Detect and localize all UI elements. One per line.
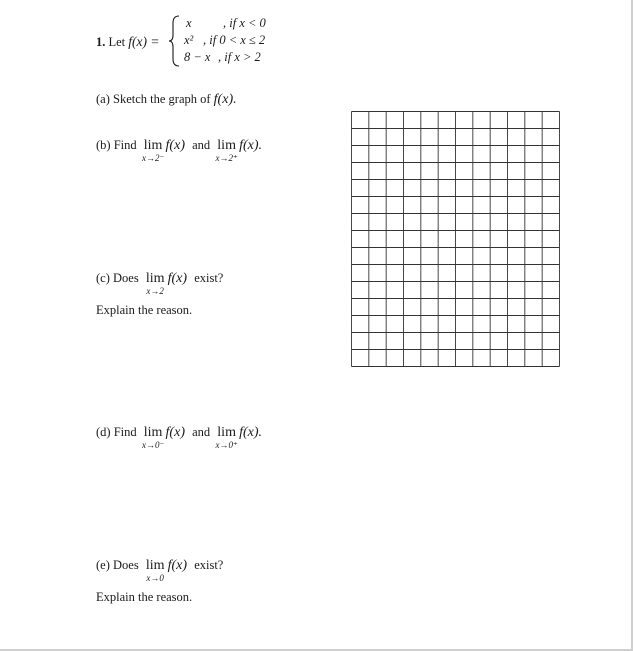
graph-paper-grid[interactable] bbox=[351, 111, 560, 367]
part-c-limit bbox=[145, 271, 165, 296]
part-d-limit-2 bbox=[215, 425, 238, 450]
part-c-tail: exist? bbox=[194, 271, 224, 285]
part-c bbox=[96, 271, 224, 296]
part-b-limit-2 bbox=[215, 138, 238, 163]
part-d-label: (d) Find bbox=[96, 425, 137, 439]
part-b-lim2-sub: x→2⁺ bbox=[215, 153, 238, 163]
piecewise-brace bbox=[168, 15, 180, 67]
case-cond-3: , if x > 2 bbox=[218, 50, 261, 64]
part-b bbox=[96, 138, 263, 163]
part-b-lim1-expr: f(x) bbox=[165, 138, 185, 153]
part-d-lim1-expr: f(x) bbox=[165, 425, 185, 440]
lim-word: lim bbox=[143, 138, 163, 153]
part-b-lim1-sub: x→2⁻ bbox=[141, 153, 165, 163]
part-d-lim2-sub: x→0⁺ bbox=[215, 440, 238, 450]
case-expr-1: x bbox=[186, 16, 192, 30]
case-row-3 bbox=[184, 50, 210, 65]
part-d bbox=[96, 425, 263, 450]
part-c-lim-sub: x→2 bbox=[146, 286, 164, 296]
case-cond-1: , if x < 0 bbox=[223, 16, 266, 30]
part-a bbox=[96, 92, 237, 108]
part-d-lim2-expr: f(x). bbox=[239, 425, 263, 440]
part-b-lim2-expr: f(x). bbox=[239, 138, 263, 153]
part-b-label: (b) Find bbox=[96, 138, 137, 152]
part-c-lim-expr: f(x) bbox=[167, 271, 188, 286]
part-e-limit bbox=[145, 558, 165, 583]
problem-number: 1. bbox=[96, 35, 106, 49]
part-c-label: (c) Does bbox=[96, 271, 139, 285]
lim-word: lim bbox=[217, 138, 236, 153]
part-c-explain: Explain the reason. bbox=[96, 303, 193, 317]
case-cond-2: , if 0 < x ≤ 2 bbox=[203, 33, 266, 47]
case-row-1 bbox=[186, 16, 192, 31]
part-e-label: (e) Does bbox=[96, 558, 139, 572]
case-expr-2: x² bbox=[184, 33, 194, 47]
part-a-label: (a) Sketch the graph of bbox=[96, 92, 211, 106]
part-b-limit-1 bbox=[141, 138, 165, 163]
case-row-2 bbox=[184, 33, 193, 48]
part-d-lim1-sub: x→0⁻ bbox=[141, 440, 165, 450]
lim-word: lim bbox=[143, 425, 163, 440]
part-d-limit-1 bbox=[141, 425, 165, 450]
case-expr-3: 8 − x bbox=[184, 50, 211, 64]
lim-word: lim bbox=[217, 425, 236, 440]
part-b-and: and bbox=[192, 138, 211, 152]
lim-word: lim bbox=[145, 558, 165, 573]
problem-header bbox=[96, 34, 160, 50]
part-e-tail: exist? bbox=[194, 558, 224, 572]
function-name: f(x) = bbox=[128, 34, 160, 49]
part-e-lim-expr: f(x) bbox=[167, 558, 188, 573]
lim-word: lim bbox=[145, 271, 165, 286]
part-a-math: f(x). bbox=[213, 92, 237, 107]
part-e-lim-sub: x→0 bbox=[146, 573, 164, 583]
problem-intro: Let bbox=[108, 35, 126, 49]
part-e bbox=[96, 558, 224, 583]
part-e-explain: Explain the reason. bbox=[96, 590, 193, 604]
part-d-and: and bbox=[192, 425, 211, 439]
